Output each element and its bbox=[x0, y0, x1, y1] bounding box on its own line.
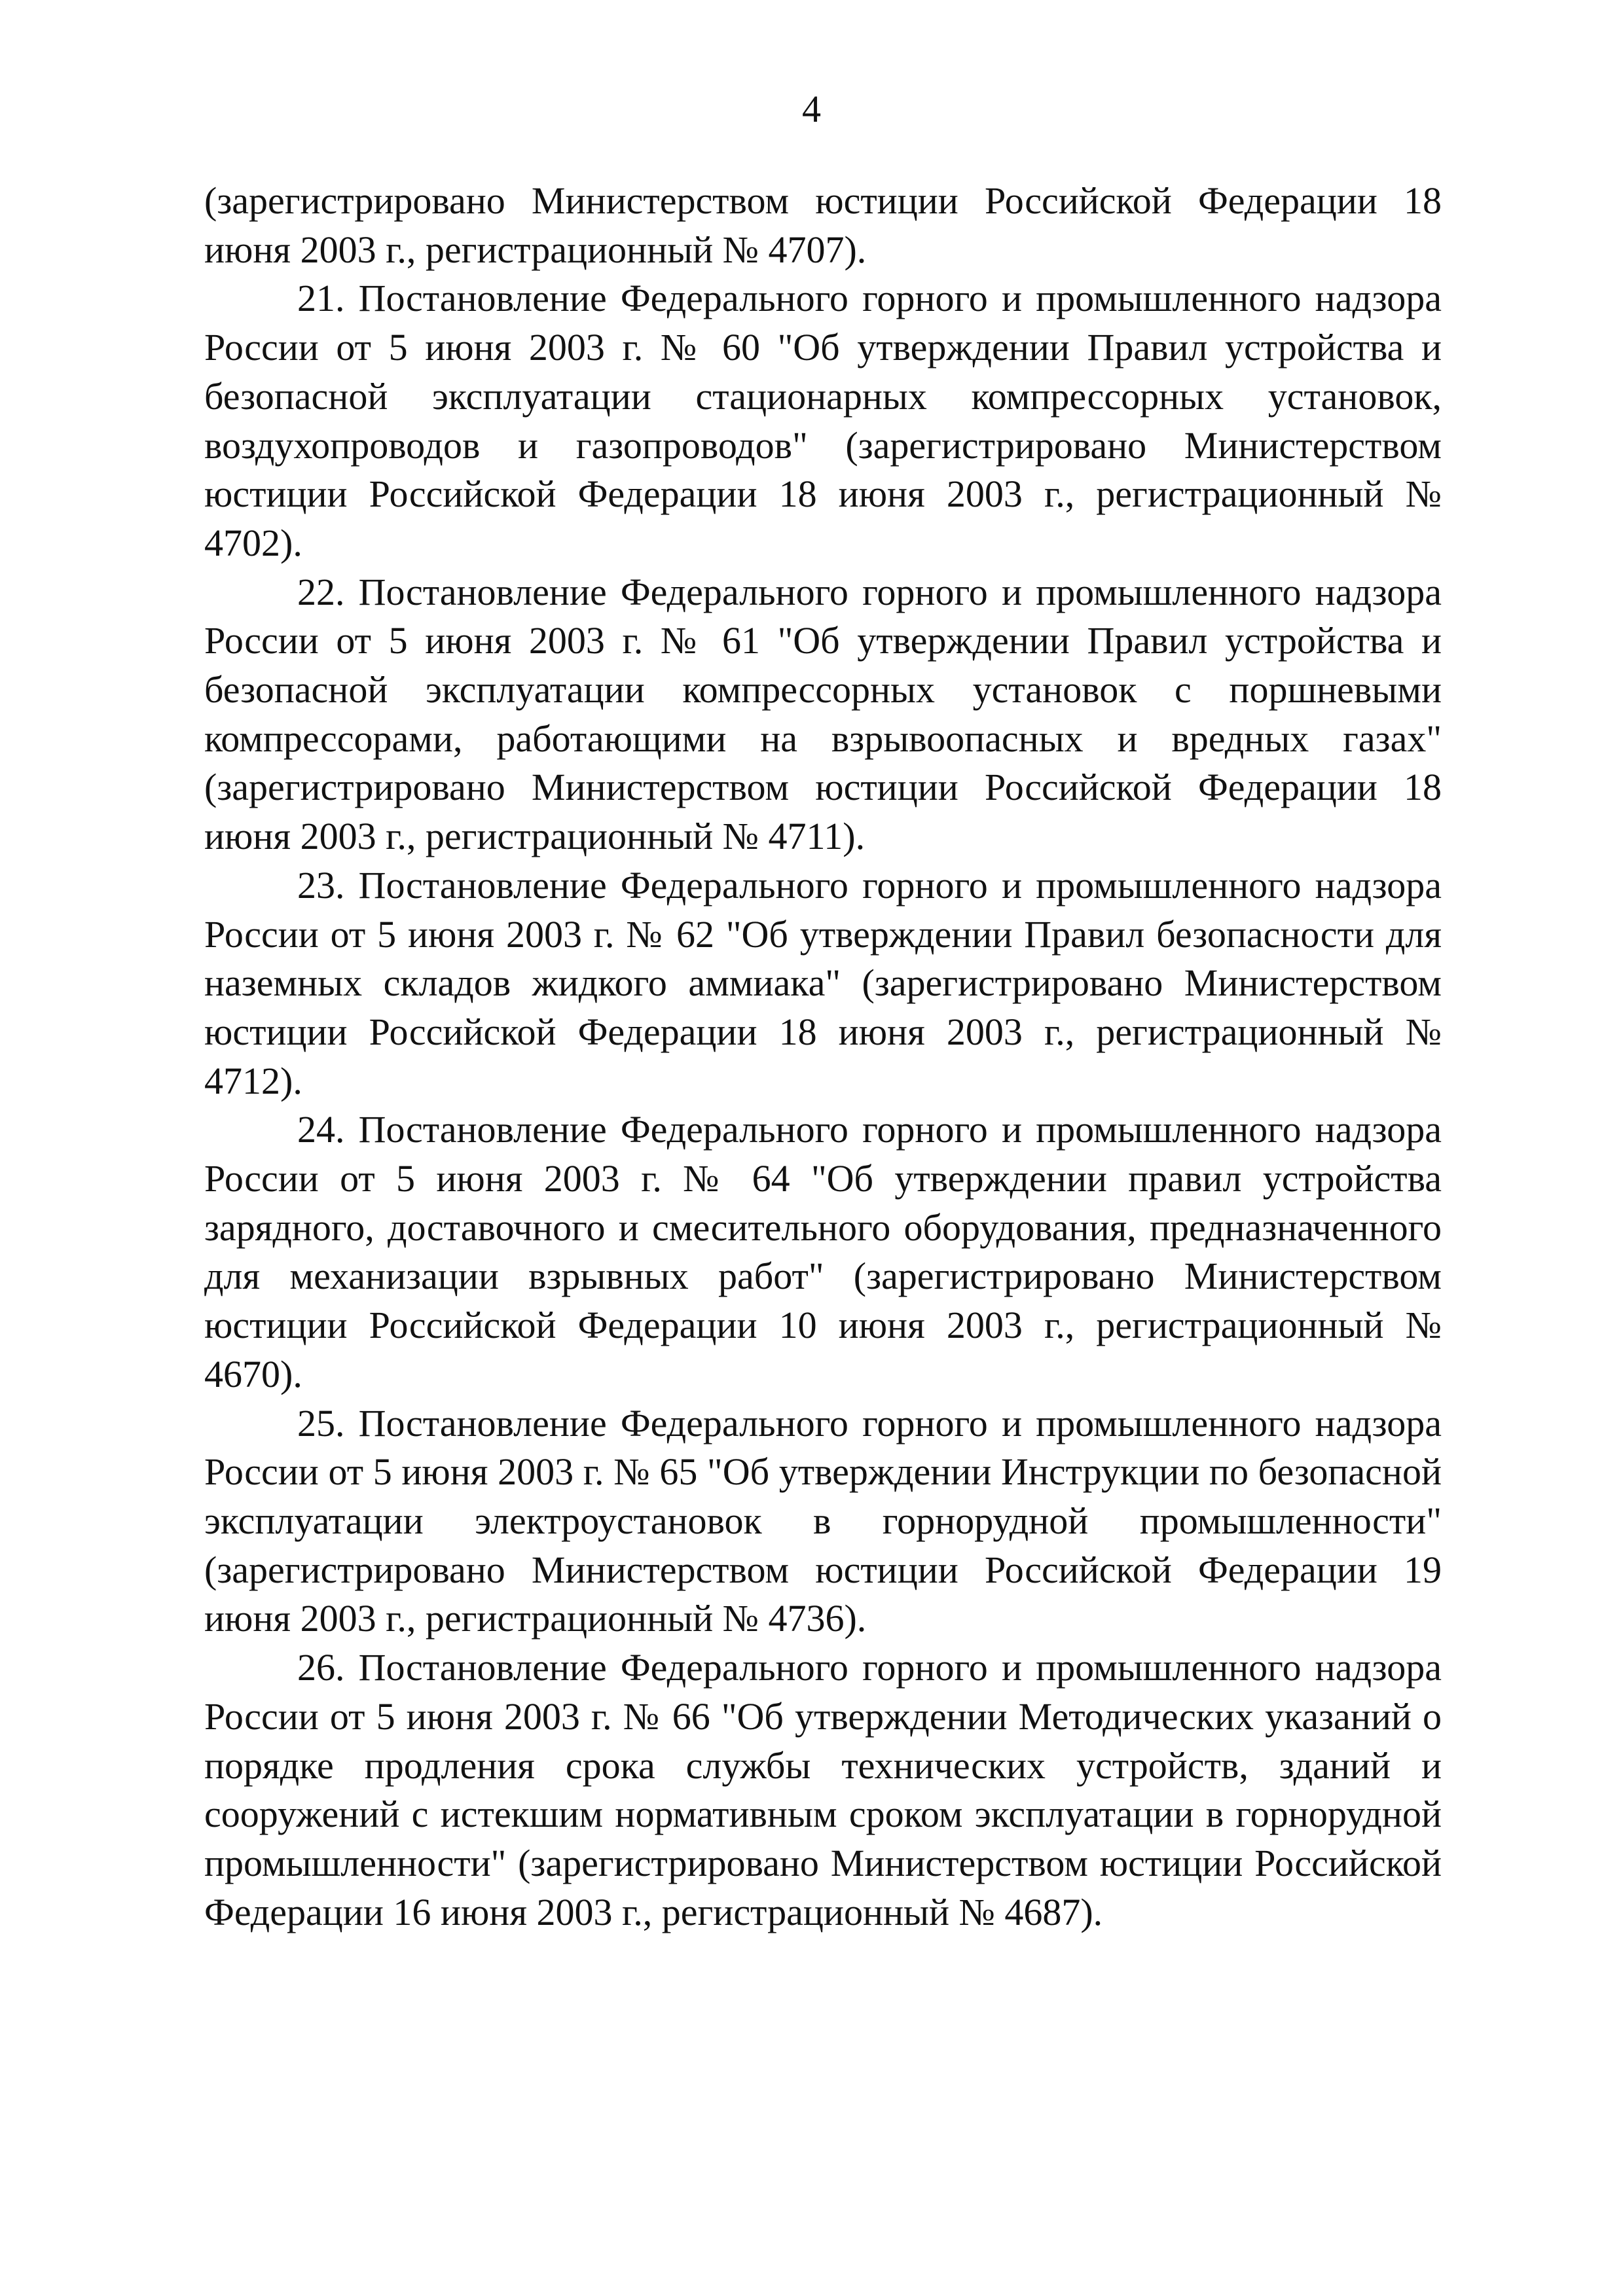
list-item-21: 21. Постановление Федерального горного и промышленного надзора России от 5 июня 2003 г. № 60 "Об утверждении Правил устройства и безопасной эксплуатации стационарных компрессорных установок, воздухопроводов и газопроводов" (зарегистрировано Министерством юстиции Российской Федерации 18 июня 2003 г., регистрационный № 4702). bbox=[204, 277, 1442, 564]
list-item-22: 22. Постановление Федерального горного и промышленного надзора России от 5 июня 2003 г. № 61 "Об утверждении Правил устройства и безопасной эксплуатации компрессорных установок с поршневыми компрессорами, работающими на взрывоопасных и вредных газах" (зарегистрировано Министерством юстиции Российской Федерации 18 июня 2003 г., регистрационный № 4711). bbox=[204, 570, 1442, 858]
list-item-26: 26. Постановление Федерального горного и промышленного надзора России от 5 июня 2003 г. № 66 "Об утверждении Методических указаний о порядке продления срока службы технических устройств, зданий и сооружений с истекшим нормативным сроком эксплуатации в горнорудной промышленности" (зарегистрировано Министерством юстиции Российской Федерации 16 июня 2003 г., регистрационный № 4687). bbox=[204, 1646, 1442, 1933]
document-body bbox=[204, 177, 1442, 1937]
list-item-23: 23. Постановление Федерального горного и промышленного надзора России от 5 июня 2003 г. № 62 "Об утверждении Правил безопасности для наземных складов жидкого аммиака" (зарегистрировано Министерством юстиции Российской Федерации 18 июня 2003 г., регистрационный № 4712). bbox=[204, 863, 1442, 1102]
list-item-24: 24. Постановление Федерального горного и промышленного надзора России от 5 июня 2003 г. № 64 "Об утверждении правил устройства зарядного, доставочного и смесительного оборудования, предназначенного для механизации взрывных работ" (зарегистрировано Министерством юстиции Российской Федерации 10 июня 2003 г., регистрационный № 4670). bbox=[204, 1108, 1442, 1395]
paragraph-continuation: (зарегистрировано Министерством юстиции Российской Федерации 18 июня 2003 г., регистрационный № 4707). bbox=[204, 179, 1442, 271]
list-item-25: 25. Постановление Федерального горного и промышленного надзора России от 5 июня 2003 г. № 65 "Об утверждении Инструкции по безопасной эксплуатации электроустановок в горнорудной промышленности" (зарегистрировано Министерством юстиции Российской Федерации 19 июня 2003 г., регистрационный № 4736). bbox=[204, 1401, 1442, 1640]
page-number: 4 bbox=[802, 88, 821, 130]
